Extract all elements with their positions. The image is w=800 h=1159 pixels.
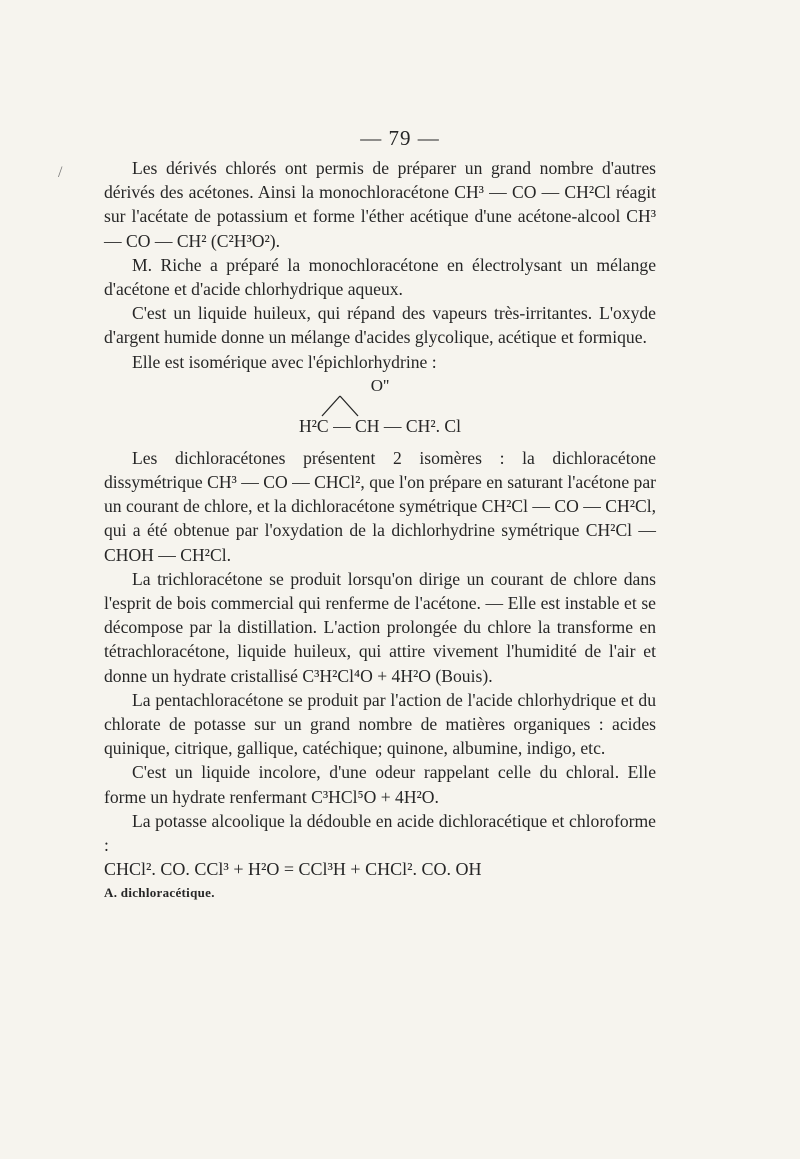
paragraph-7: La pentachloracétone se produit par l'action de l'acide chlorhydrique et du chlorate de potasse sur un grand nombre de matières organiques : acides quinique, citrique, gallique, catéchique; quinone, albumine, indigo, etc. bbox=[104, 689, 656, 759]
paragraph-5: Les dichloracétones présentent 2 isomères : la dichloracétone dissymétrique CH³ — CO — CHCl², que l'on prépare en saturant l'acétone par un courant de chlore, et la dichloracétone symétrique CH²Cl — CO — CH²Cl, qui a été obtenue par l'oxydation de la dichlorhydrine symétrique CH²Cl — CHOH — CH²Cl. bbox=[104, 447, 656, 565]
formula-line: H²C — CH — CH². Cl bbox=[298, 415, 462, 436]
reaction-equation: CHCl². CO. CCl³ + H²O = CCl³H + CHCl². CO. OH bbox=[104, 859, 482, 880]
formula-oxygen: O'' bbox=[370, 375, 390, 395]
equation-label: A. dichloracétique. bbox=[104, 885, 215, 901]
margin-mark: / bbox=[58, 164, 63, 181]
page-number: — 79 — bbox=[360, 126, 440, 150]
paragraph-9: La potasse alcoolique la dédouble en acide dichloracétique et chloroforme : bbox=[104, 810, 656, 856]
body-text bbox=[104, 156, 656, 906]
paragraph-4: Elle est isomérique avec l'épichlorhydrine : bbox=[132, 351, 437, 372]
paragraph-1: Les dérivés chlorés ont permis de préparer un grand nombre d'autres dérivés des acétones. Ainsi la monochloracétone CH³ — CO — CH²Cl réagit sur l'acétate de potassium et forme l'éther acétique d'une acétone-alcool CH³ — CO — CH² (C²H³O²). bbox=[104, 158, 656, 251]
paragraph-2: M. Riche a préparé la monochloracétone en électrolysant un mélange d'acétone et d'acide chlorhydrique aqueux. bbox=[104, 254, 656, 300]
paragraph-3: C'est un liquide huileux, qui répand des vapeurs très-irritantes. L'oxyde d'argent humide donne un mélange d'acides glycolique, acétique et formique. bbox=[104, 303, 656, 348]
epichlorhydrin-formula bbox=[104, 374, 656, 446]
paragraph-8: C'est un liquide incolore, d'une odeur rappelant celle du chloral. Elle forme un hydrate renfermant C³HCl⁵O + 4H²O. bbox=[104, 762, 656, 807]
paragraph-6: La trichloracétone se produit lorsqu'on dirige un courant de chlore dans l'esprit de bois commercial qui renferme de l'acétone. — Elle est instable et se décompose par la distillation. L'action prolongée du chlore la transforme en tétrachloracétone, liquide huileux, qui attire vivement l'humidité de l'air et donne un hydrate cristallisé C³H²Cl⁴O + 4H²O (Bouis). bbox=[104, 568, 656, 686]
